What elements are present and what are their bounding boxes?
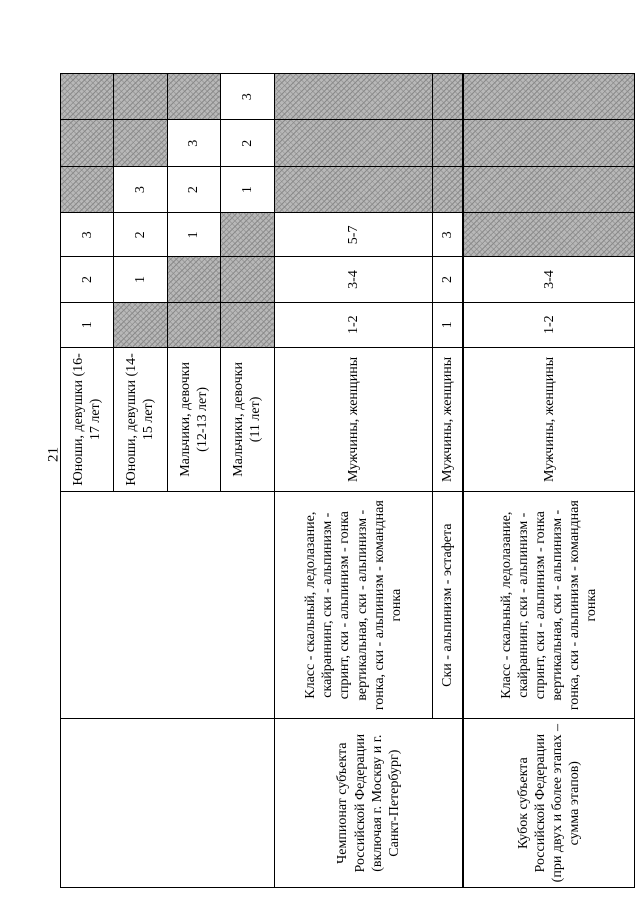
place-cell: 5-7 bbox=[275, 213, 433, 257]
group-cell: Мужчины, женщины bbox=[432, 347, 463, 491]
grid-cell: 3 bbox=[220, 74, 274, 120]
hatched-cell bbox=[275, 120, 433, 166]
hatched-cell bbox=[220, 257, 274, 302]
hatched-cell bbox=[61, 120, 114, 166]
discipline-cell: Класс - скальный, ледолазание, скайраннинг, ски - альпинизм - спринт, ски - альпинизм - гонка вертикальная, ски - альпинизм - гонка, ски - альпинизм - командная гонка bbox=[463, 492, 634, 719]
group-cell: Мужчины, женщины bbox=[275, 347, 433, 491]
hatched-cell bbox=[167, 302, 220, 347]
table-row bbox=[61, 74, 114, 888]
place-cell: 3-4 bbox=[275, 257, 433, 302]
grid-cell: 3 bbox=[61, 213, 114, 257]
place-cell: 2 bbox=[432, 257, 463, 302]
grid-cell: 2 bbox=[220, 120, 274, 166]
grid-cell: 2 bbox=[114, 213, 167, 257]
hatched-cell bbox=[463, 74, 634, 120]
discipline-cell bbox=[61, 492, 275, 719]
age-category-cell: Юноши, девушки (14-15 лет) bbox=[114, 347, 167, 491]
grid-cell: 1 bbox=[167, 213, 220, 257]
hatched-cell bbox=[463, 120, 634, 166]
rank-table bbox=[60, 73, 635, 888]
hatched-cell bbox=[114, 120, 167, 166]
place-cell: 1-2 bbox=[463, 302, 634, 347]
hatched-cell bbox=[275, 74, 433, 120]
hatched-cell bbox=[463, 213, 634, 257]
discipline-cell: Ски - альпинизм - эстафета bbox=[432, 492, 463, 719]
grid-cell: 1 bbox=[114, 257, 167, 302]
hatched-cell bbox=[114, 302, 167, 347]
grid-cell: 2 bbox=[167, 166, 220, 212]
place-cell: 1 bbox=[432, 302, 463, 347]
competition-cell: Кубок субъекта Российской Федерации (при двух и более этапах – сумма этапов) bbox=[463, 719, 634, 888]
table-row bbox=[275, 74, 433, 888]
place-cell: 3-4 bbox=[463, 257, 634, 302]
competition-cell bbox=[61, 719, 275, 888]
table-row bbox=[463, 74, 634, 888]
hatched-cell bbox=[220, 302, 274, 347]
grid-cell: 1 bbox=[220, 166, 274, 212]
age-category-cell: Юноши, девушки (16-17 лет) bbox=[61, 347, 114, 491]
discipline-cell: Класс - скальный, ледолазание, скайраннинг, ски - альпинизм - спринт, ски - альпинизм - гонка вертикальная, ски - альпинизм - гонка, ски - альпинизм - командная гонка bbox=[275, 492, 433, 719]
hatched-cell bbox=[167, 74, 220, 120]
hatched-cell bbox=[220, 213, 274, 257]
place-cell: 1-2 bbox=[275, 302, 433, 347]
age-category-cell: Мальчики, девочки (11 лет) bbox=[220, 347, 274, 491]
page-number: 21 bbox=[45, 447, 62, 462]
place-cell: 3 bbox=[432, 213, 463, 257]
hatched-cell bbox=[61, 166, 114, 212]
hatched-cell bbox=[167, 257, 220, 302]
rotated-table-wrapper bbox=[60, 73, 635, 888]
hatched-cell bbox=[463, 166, 634, 212]
hatched-cell bbox=[275, 166, 433, 212]
hatched-cell bbox=[61, 74, 114, 120]
age-category-cell: Мальчики, девочки (12-13 лет) bbox=[167, 347, 220, 491]
competition-cell: Чемпионат субъекта Российской Федерации (включая г. Москву и г. Санкт-Петербург) bbox=[275, 719, 463, 888]
grid-cell: 3 bbox=[167, 120, 220, 166]
hatched-cell bbox=[114, 74, 167, 120]
grid-cell: 1 bbox=[61, 302, 114, 347]
grid-cell: 3 bbox=[114, 166, 167, 212]
grid-cell: 2 bbox=[61, 257, 114, 302]
hatched-cell bbox=[432, 120, 463, 166]
hatched-cell bbox=[432, 166, 463, 212]
group-cell: Мужчины, женщины bbox=[463, 347, 634, 491]
hatched-cell bbox=[432, 74, 463, 120]
